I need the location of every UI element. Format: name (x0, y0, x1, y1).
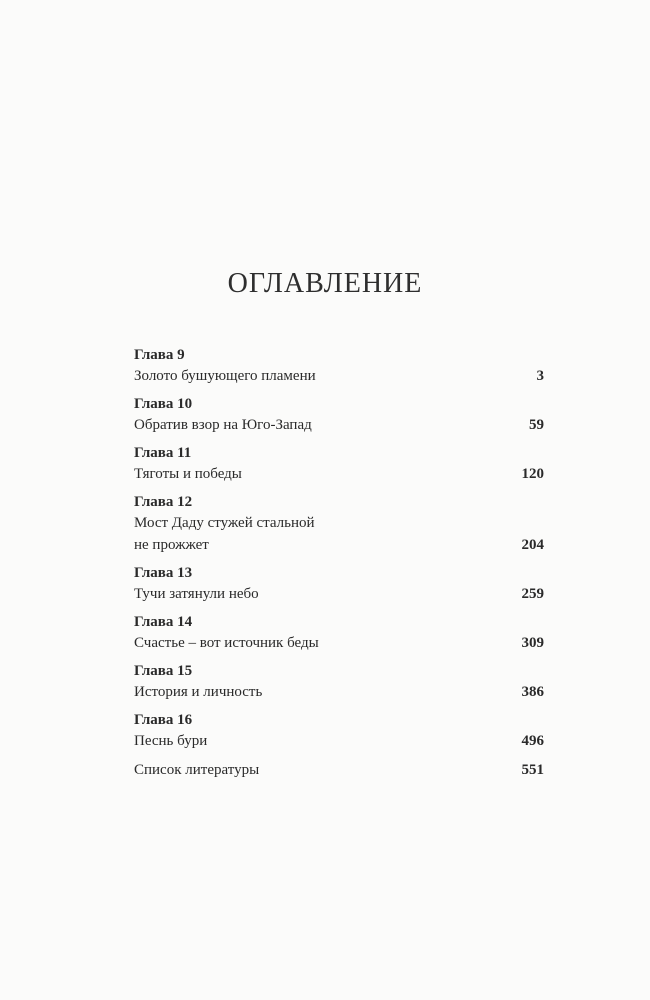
page-number: 309 (521, 635, 544, 651)
chapter-title: Тяготы и победы (134, 466, 242, 482)
chapter-label: Глава 9 (134, 347, 185, 363)
chapter-title: Обратив взор на Юго-Запад (134, 417, 312, 433)
toc-entry (134, 443, 544, 485)
toc-line (134, 583, 544, 605)
toc-heading: ОГЛАВЛЕНИЕ (227, 268, 423, 299)
bibliography-title: Список литературы (134, 762, 260, 778)
toc-line (134, 534, 544, 556)
page-number: 259 (521, 586, 544, 602)
chapter-title: История и личность (134, 684, 263, 700)
toc-entry (134, 661, 544, 703)
page-number: 551 (521, 762, 544, 778)
toc-entry-bibliography (134, 759, 544, 781)
page-number: 3 (536, 368, 544, 384)
toc-entry (134, 345, 544, 387)
chapter-title-line-1: Мост Даду стужей стальной (134, 515, 315, 531)
toc-line (134, 365, 544, 387)
toc-entry (134, 612, 544, 654)
chapter-title: Песнь бури (134, 733, 208, 749)
chapter-label: Глава 10 (134, 396, 193, 412)
chapter-label: Глава 12 (134, 494, 193, 510)
chapter-title: Золото бушующего пламени (134, 368, 316, 384)
toc-entry (134, 710, 544, 752)
toc-entry (134, 492, 544, 556)
chapter-label: Глава 11 (134, 445, 192, 461)
toc-line (134, 730, 544, 752)
chapter-label: Глава 14 (134, 614, 193, 630)
table-of-contents (134, 345, 544, 788)
page-number: 120 (521, 466, 544, 482)
toc-line (134, 512, 544, 534)
chapter-title: Счастье – вот источник беды (134, 635, 319, 651)
toc-line (134, 632, 544, 654)
chapter-title: Тучи затянули небо (134, 586, 259, 602)
toc-entry (134, 394, 544, 436)
chapter-title-line-2: не прожжет (134, 537, 209, 553)
page-number: 386 (521, 684, 544, 700)
toc-line (134, 463, 544, 485)
page-number: 496 (521, 733, 544, 749)
toc-line (134, 759, 544, 781)
toc-line (134, 414, 544, 436)
toc-entry (134, 563, 544, 605)
page-number: 59 (529, 417, 544, 433)
toc-line (134, 681, 544, 703)
chapter-label: Глава 15 (134, 663, 193, 679)
chapter-label: Глава 13 (134, 565, 193, 581)
chapter-label: Глава 16 (134, 712, 193, 728)
page-number: 204 (521, 537, 544, 553)
